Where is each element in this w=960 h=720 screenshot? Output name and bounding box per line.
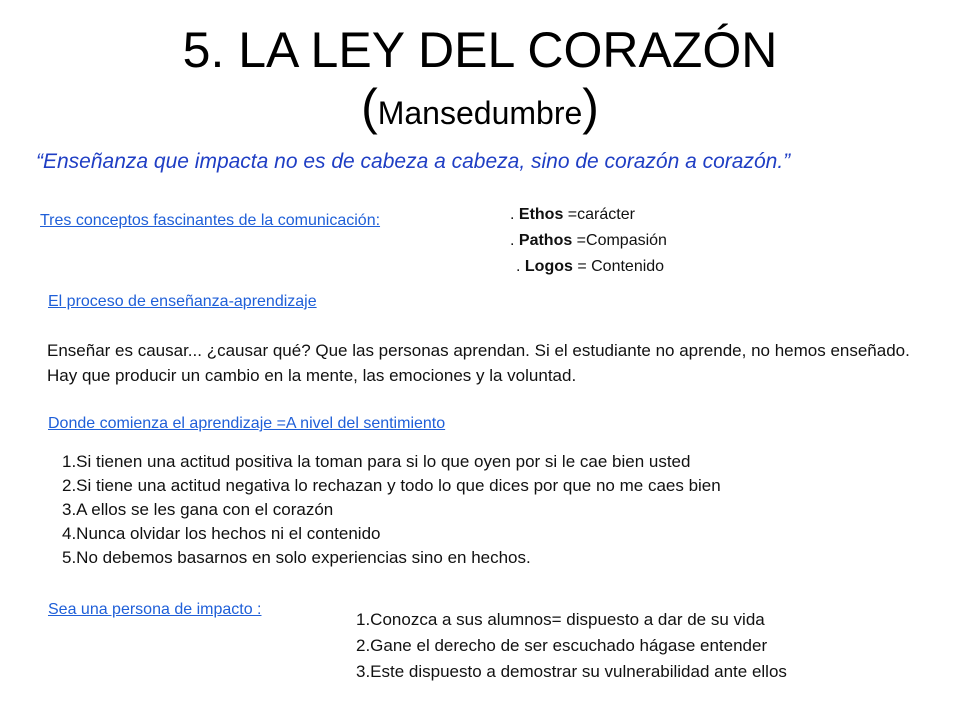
concept-definition: = Contenido bbox=[572, 258, 665, 275]
concept-ethos bbox=[510, 202, 667, 228]
list-item: 1.Si tienen una actitud positiva la toman para si lo que oyen por si le cae bien usted bbox=[62, 452, 691, 471]
slide-subtitle bbox=[0, 80, 960, 140]
impact-link[interactable]: Sea una persona de impacto : bbox=[48, 601, 262, 618]
list-item: 3.Este dispuesto a demostrar su vulnerabilidad ante ellos bbox=[356, 662, 787, 681]
list-item: 4.Nunca olvidar los hechos ni el contenido bbox=[62, 524, 381, 543]
concept-pathos bbox=[510, 228, 667, 254]
quote: “Enseñanza que impacta no es de cabeza a cabeza, sino de corazón a corazón.” bbox=[36, 150, 791, 173]
list-item: 3.A ellos se les gana con el corazón bbox=[62, 500, 334, 519]
learning-list bbox=[62, 450, 721, 570]
slide-title: 5. LA LEY DEL CORAZÓN bbox=[182, 22, 778, 78]
concept-term: Pathos bbox=[518, 232, 573, 249]
concepts-link[interactable]: Tres conceptos fascinantes de la comunicación: bbox=[40, 212, 381, 229]
list-item: 2.Si tiene una actitud negativa lo rechazan y todo lo que dices por que no me caes bien bbox=[62, 476, 721, 495]
concept-definition: =Compasión bbox=[572, 232, 667, 249]
concept-definition: =carácter bbox=[563, 206, 635, 223]
concept-logos bbox=[510, 254, 667, 280]
learning-link[interactable]: Donde comienza el aprendizaje =A nivel del sentimiento bbox=[48, 415, 446, 432]
subtitle-open-paren: ( bbox=[361, 79, 378, 135]
concepts-list bbox=[510, 202, 667, 280]
concept-bullet: . bbox=[510, 232, 519, 249]
process-paragraph: Enseñar es causar... ¿causar qué? Que las personas aprendan. Si el estudiante no aprende, no hemos enseñado. Hay que producir un cambio en la mente, las emociones y la voluntad. bbox=[47, 341, 910, 385]
subtitle-close-paren: ) bbox=[582, 79, 599, 135]
concept-bullet: . bbox=[510, 206, 519, 223]
list-item: 5.No debemos basarnos en solo experiencias sino en hechos. bbox=[62, 548, 531, 567]
subtitle-text: Mansedumbre bbox=[377, 95, 583, 131]
concept-term: Logos bbox=[524, 258, 573, 275]
concept-term: Ethos bbox=[518, 206, 564, 223]
list-item: 1.Conozca a sus alumnos= dispuesto a dar de su vida bbox=[356, 610, 765, 629]
impact-list bbox=[356, 607, 787, 685]
concept-bullet: . bbox=[516, 258, 525, 275]
process-link[interactable]: El proceso de enseñanza-aprendizaje bbox=[48, 293, 317, 310]
list-item: 2.Gane el derecho de ser escuchado hágase entender bbox=[356, 636, 768, 655]
